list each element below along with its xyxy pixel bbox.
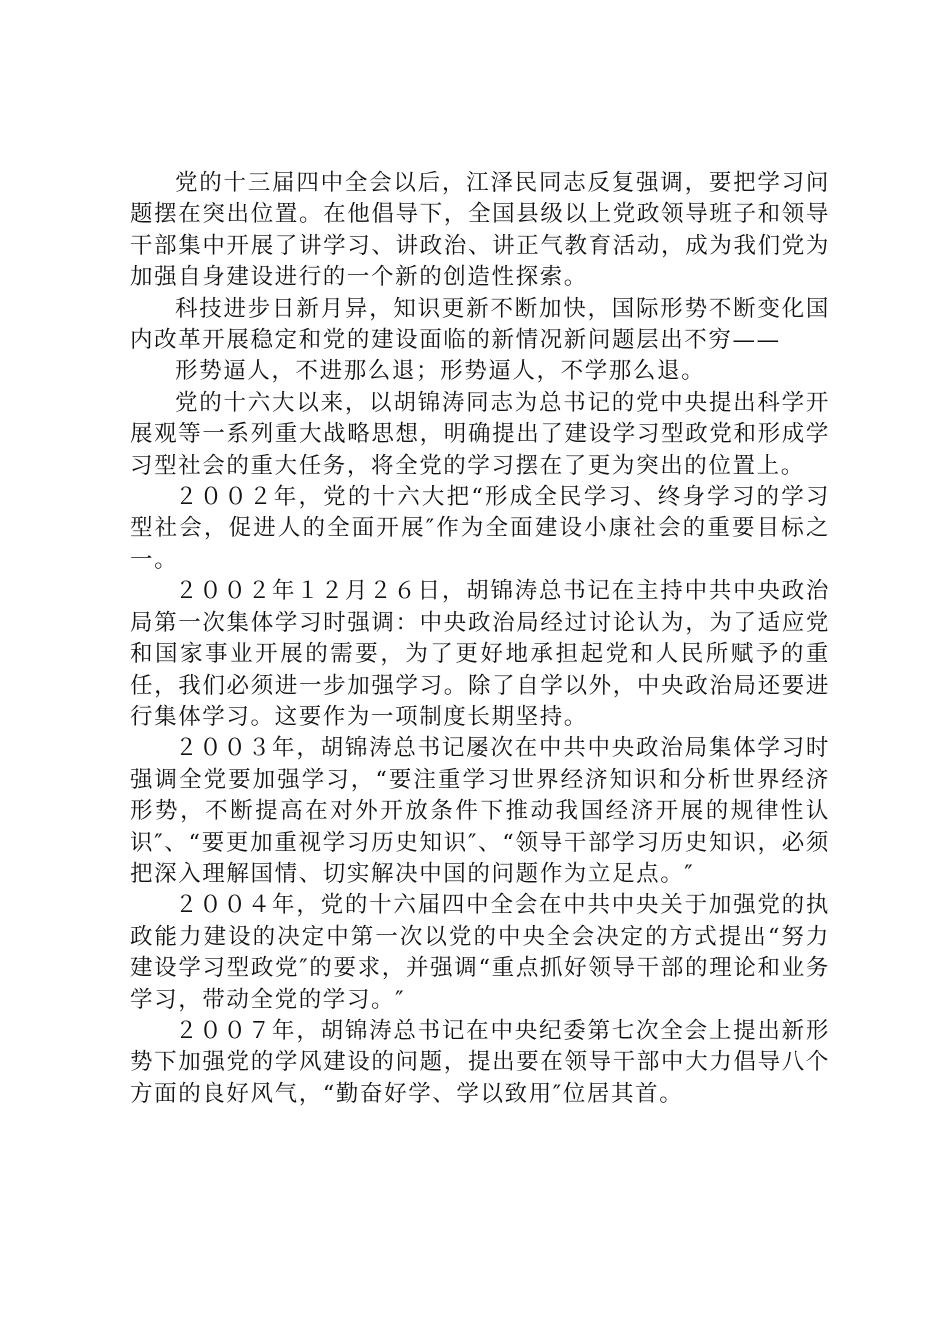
paragraph-8: ２００４年，党的十六届四中全会在中共中央关于加强党的执政能力建设的决定中第一次以党的中央全会决定的方式提出“努力建设学习型政党″的要求，并强调“重点抓好领导干部的理论和业务学习，带动全党的学习。″ <box>130 892 830 1013</box>
document-body <box>130 168 830 1110</box>
paragraph-1: 党的十三届四中全会以后，江泽民同志反复强调，要把学习问题摆在突出位置。在他倡导下，全国县级以上党政领导班子和领导干部集中开展了讲学习、讲政治、讲正气教育活动，成为我们党为加强自身建设进行的一个新的创造性探索。 <box>130 170 830 291</box>
paragraph-9: ２００７年，胡锦涛总书记在中央纪委第七次全会上提出新形势下加强党的学风建设的问题，提出要在领导干部中大力倡导八个方面的良好风气，“勤奋好学、学以致用″位居其首。 <box>130 1017 830 1107</box>
paragraph-6: ２００２年１２月２６日，胡锦涛总书记在主持中共中央政治局第一次集体学习时强调：中央政治局经过讨论认为，为了适应党和国家事业开展的需要，为了更好地承担起党和人民所赋予的重任，我们必须进一步加强学习。除了自学以外，中央政治局还要进行集体学习。这要作为一项制度长期坚持。 <box>130 578 830 730</box>
paragraph-5: ２００２年，党的十六大把“形成全民学习、终身学习的学习型社会，促进人的全面开展″作为全面建设小康社会的重要目标之一。 <box>130 484 830 573</box>
paragraph-2: 科技进步日新月异，知识更新不断加快，国际形势不断变化国内改革开展稳定和党的建设面临的新情况新问题层出不穷—— <box>130 295 830 354</box>
paragraph-4: 党的十六大以来，以胡锦涛同志为总书记的党中央提出科学开展观等一系列重大战略思想，明确提出了建设学习型政党和形成学习型社会的重大任务，将全党的学习摆在了更为突出的位置上。 <box>130 389 830 479</box>
paragraph-3: 形势逼人，不进那么退；形势逼人，不学那么退。 <box>175 358 706 385</box>
paragraph-7: ２００３年，胡锦涛总书记屡次在中共中央政治局集体学习时强调全党要加强学习，“要注重学习世界经济知识和分析世界经济形势，不断提高在对外开放条件下推动我国经济开展的规律性认识″、“要更加重视学习历史知识″、“领导干部学习历史知识，必须把深入理解国情、切实解决中国的问题作为立足点。″ <box>130 735 830 887</box>
